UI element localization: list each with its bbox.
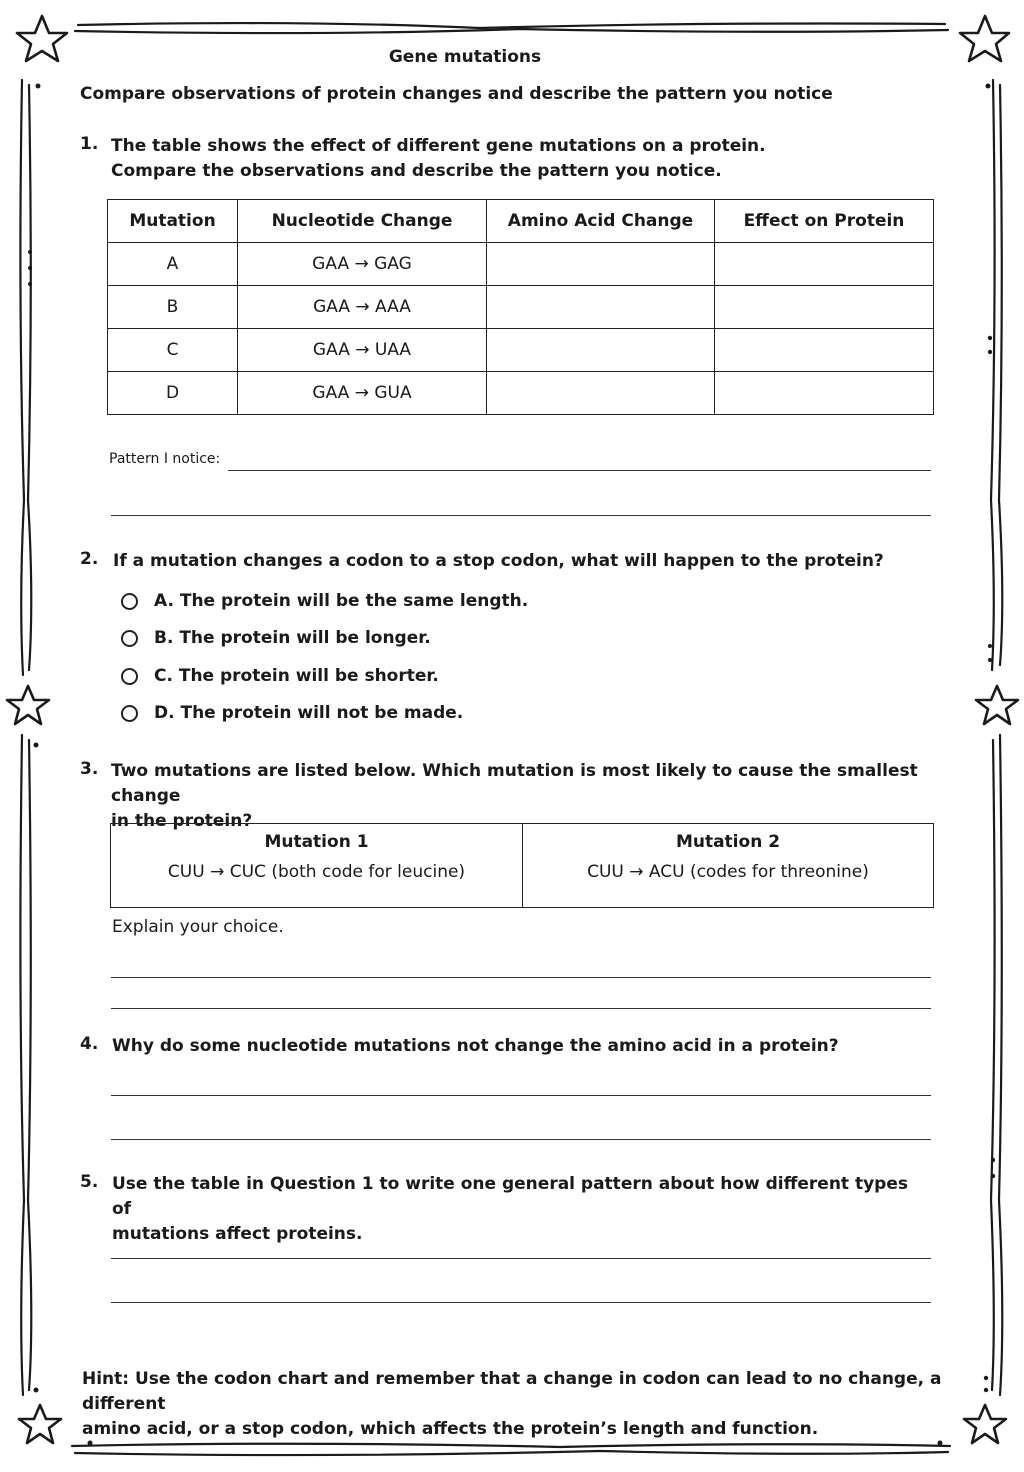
mutation-cell: D [108, 372, 238, 415]
hint-text [82, 1367, 942, 1442]
table-row [108, 372, 934, 415]
radio-button[interactable] [121, 668, 138, 685]
column-header: Nucleotide Change [238, 200, 487, 243]
option-d[interactable] [121, 703, 463, 723]
question-5-number: 5. [80, 1172, 99, 1192]
star-icon [7, 686, 49, 724]
amino-acid-answer-cell[interactable] [487, 372, 715, 415]
mutation-2-title: Mutation 2 [675, 832, 781, 852]
option-label: C. The protein will be shorter. [154, 666, 439, 686]
question-1-line-1: The table shows the effect of different gene mutations on a protein. [111, 136, 766, 156]
radio-button[interactable] [121, 705, 138, 722]
answer-line[interactable] [111, 515, 931, 516]
page-title: Gene mutations [388, 47, 542, 67]
amino-acid-answer-cell[interactable] [487, 286, 715, 329]
answer-line[interactable] [111, 1302, 931, 1303]
star-icon [976, 686, 1018, 724]
answer-line[interactable] [111, 1258, 931, 1259]
mutation-cell: A [108, 243, 238, 286]
option-c[interactable] [121, 666, 439, 686]
question-4-text: Why do some nucleotide mutations not change the amino acid in a protein? [112, 1036, 839, 1056]
mutation-2-value: CUU → ACU (codes for threonine) [587, 862, 869, 882]
question-4-number: 4. [80, 1034, 99, 1054]
answer-line[interactable] [111, 1008, 931, 1009]
star-icon [960, 16, 1009, 61]
effect-answer-cell[interactable] [715, 329, 934, 372]
nucleotide-change-cell: GAA → GAG [238, 243, 487, 286]
nucleotide-change-cell: GAA → UAA [238, 329, 487, 372]
nucleotide-change-cell: GAA → AAA [238, 286, 487, 329]
hint-line-2: amino acid, or a stop codon, which affects the protein’s length and function. [82, 1419, 819, 1439]
page-subtitle: Compare observations of protein changes and describe the pattern you notice [80, 84, 833, 104]
question-5-line-1: Use the table in Question 1 to write one general pattern about how different types of [112, 1174, 909, 1219]
hint-line-1: Hint: Use the codon chart and remember that a change in codon can lead to no change, a different [82, 1369, 942, 1414]
option-b[interactable] [121, 628, 431, 648]
question-3-number: 3. [80, 759, 99, 779]
mutation-comparison-table [110, 823, 934, 908]
table-row [108, 286, 934, 329]
answer-line[interactable] [111, 1095, 931, 1096]
option-a[interactable] [121, 591, 528, 611]
question-1-text [111, 134, 931, 184]
effect-answer-cell[interactable] [715, 372, 934, 415]
question-5-text [112, 1172, 932, 1247]
mutation-1-title: Mutation 1 [264, 832, 369, 852]
amino-acid-answer-cell[interactable] [487, 243, 715, 286]
option-label: B. The protein will be longer. [154, 628, 431, 648]
explain-label: Explain your choice. [112, 917, 284, 937]
question-3-line-1: Two mutations are listed below. Which mutation is most likely to cause the smallest change [111, 761, 918, 806]
column-header: Mutation [108, 200, 238, 243]
mutation-1-cell [111, 824, 523, 908]
answer-line[interactable] [111, 977, 931, 978]
star-icon [964, 1405, 1006, 1443]
amino-acid-answer-cell[interactable] [487, 329, 715, 372]
mutation-cell: B [108, 286, 238, 329]
radio-button[interactable] [121, 630, 138, 647]
question-2-text: If a mutation changes a codon to a stop codon, what will happen to the protein? [113, 551, 884, 571]
answer-line[interactable] [111, 1139, 931, 1140]
mutation-2-cell [523, 824, 934, 908]
column-header: Effect on Protein [715, 200, 934, 243]
table-row [108, 243, 934, 286]
question-5-line-2: mutations affect proteins. [112, 1224, 363, 1244]
effect-answer-cell[interactable] [715, 286, 934, 329]
pattern-label: Pattern I notice: [109, 451, 221, 467]
question-1-line-2: Compare the observations and describe the pattern you notice. [111, 161, 722, 181]
star-icon [19, 1405, 61, 1443]
column-header: Amino Acid Change [487, 200, 715, 243]
question-1-number: 1. [80, 134, 99, 154]
option-label: D. The protein will not be made. [154, 703, 464, 723]
radio-button[interactable] [121, 593, 138, 610]
table-row [108, 329, 934, 372]
option-label: A. The protein will be the same length. [154, 591, 529, 611]
answer-line[interactable] [228, 470, 931, 471]
effect-answer-cell[interactable] [715, 243, 934, 286]
mutation-table [107, 199, 934, 415]
question-3-line-2: in the protein? [111, 811, 253, 831]
question-2-number: 2. [80, 549, 99, 569]
mutation-cell: C [108, 329, 238, 372]
nucleotide-change-cell: GAA → GUA [238, 372, 487, 415]
mutation-1-value: CUU → CUC (both code for leucine) [167, 862, 466, 882]
